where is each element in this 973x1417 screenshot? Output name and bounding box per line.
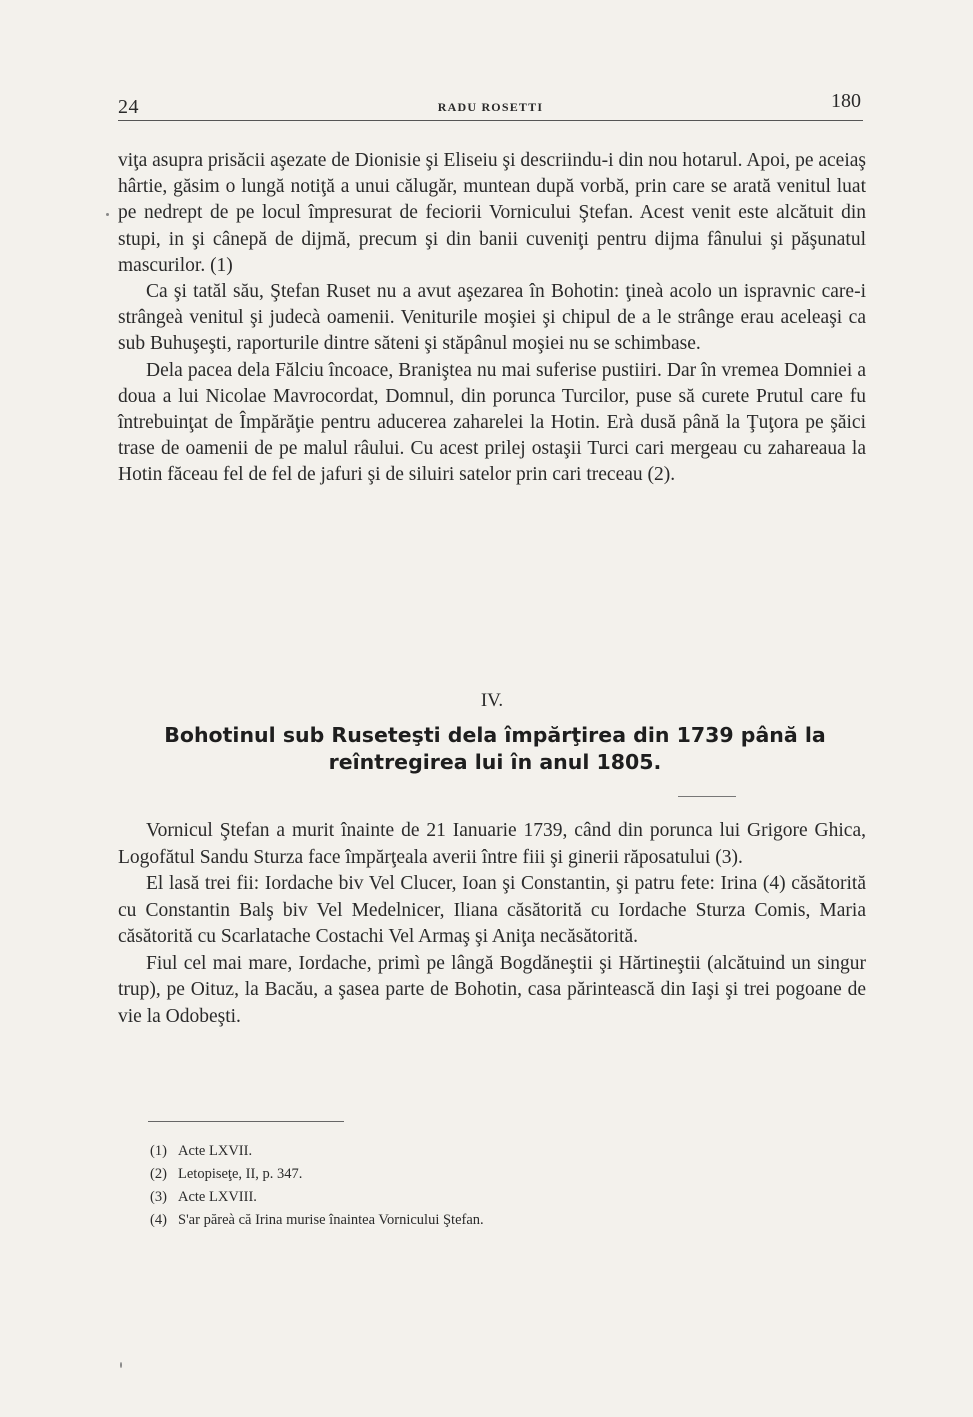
footnote-rule [148, 1121, 344, 1122]
paragraph: Fiul cel mai mare, Iordache, primì pe lângă Bogdăneştii şi Hărtineştii (alcătuind un singur trup), pe Oituz, la Bacău, a şasea parte de Bohotin, casa părintească din Iaşi şi trei pogoane de vie la Odobeşti. [118, 952, 866, 1027]
chapter-title-line-2: reîntregirea lui în anul 1805. [328, 750, 662, 774]
footnote-number: (4) [150, 1212, 167, 1228]
footnote [150, 1163, 850, 1186]
footnote-text: Letopiseţe, II, p. 347. [178, 1166, 303, 1182]
chapter-number: IV. [480, 690, 504, 711]
paragraph: viţa asupra prisăcii aşezate de Dionisie şi Eliseiu şi descriindu-i din nou hotarul. Apoi, pe aceiaş hârtie, găsim o lungă notiţă a unui călugăr, muntean după vorbă, prin care se arată venitul luat pe nedrept de pe locul împresurat de feciorii Vornicului Ştefan. Acest venit este alcătuit din stupi, in şi cânepă de dijmă, precum şi din banii cuveniţi pentru dijma fânului şi păşunatul mascurilor. (1) [118, 150, 866, 276]
page-number-right: 180 [831, 90, 861, 112]
paper-speck [120, 1362, 122, 1368]
paragraph: Dela pacea dela Fălciu încoace, Braniştea nu mai suferise pustiiri. Dar în vremea Domniei a doua a lui Nicolae Mavrocordat, Domnul, din porunca Turcilor, puse să curete Prutul care fu întrebuinţat de Împărăţie pentru aducerea zaharelei la Hotin. Erà dusă până la Ţuţora pe şăici trase de oamenii de pe malul râului. Cu acest prilej ostaşii Turci cari mergeau cu zahareaua la Hotin făceau fel de fel de jafuri şi de siluiri satelor prin cari treceau (2). [118, 359, 866, 486]
running-header [118, 90, 863, 120]
paragraph: Ca şi tatăl său, Ştefan Ruset nu a avut aşezarea în Bohotin: ţineà acolo un ispravnic care-i strângeà venitul şi judecà oamenii. Veniturile moşiei şi chipul de a le strânge erau aceleaşi ca sub Buhuşeşti, raporturile dintre săteni şi stăpânul moşiei nu se schimbase. [118, 281, 866, 355]
paragraph: Vornicul Ştefan a murit înainte de 21 Ianuarie 1739, când din porunca lui Grigore Ghica, Logofătul Sandu Sturza face împărţeala averii între fiii şi ginerii răposatului (3). [118, 820, 866, 868]
footnote-text: Acte LXVII. [178, 1143, 253, 1159]
page-number-left: 24 [118, 96, 139, 118]
footnote-number: (3) [150, 1189, 167, 1205]
footnote [150, 1140, 850, 1163]
running-head-author: RADU ROSETTI [437, 100, 544, 114]
footnote-text: S'ar păreà că Irina murise înaintea Vornicului Ştefan. [178, 1212, 484, 1228]
chapter-title-line-1: Bohotinul sub Ruseteşti dela împărţirea din 1739 până la [164, 723, 826, 747]
footnote [150, 1186, 850, 1209]
body-text-section-2 [118, 818, 866, 1030]
chapter-title [140, 722, 850, 776]
paragraph: El lasă trei fii: Iordache biv Vel Clucer, Ioan şi Constantin, şi patru fete: Irina (4) căsătorită cu Constantin Balş biv Vel Medelnicer, Iliana căsătorită cu Iordache Sturza Comis, Maria căsătorită cu Scarlatache Costachi Vel Armaş şi Aniţa necăsătorită. [118, 873, 866, 947]
footnotes [150, 1140, 850, 1232]
footnote-number: (2) [150, 1166, 167, 1182]
footnote [150, 1209, 850, 1232]
footnote-number: (1) [150, 1143, 167, 1159]
footnote-text: Acte LXVIII. [178, 1189, 257, 1205]
body-text-section-1 [118, 148, 866, 489]
header-rule [118, 120, 863, 121]
title-underline [678, 796, 736, 797]
paper-speck [106, 213, 109, 216]
